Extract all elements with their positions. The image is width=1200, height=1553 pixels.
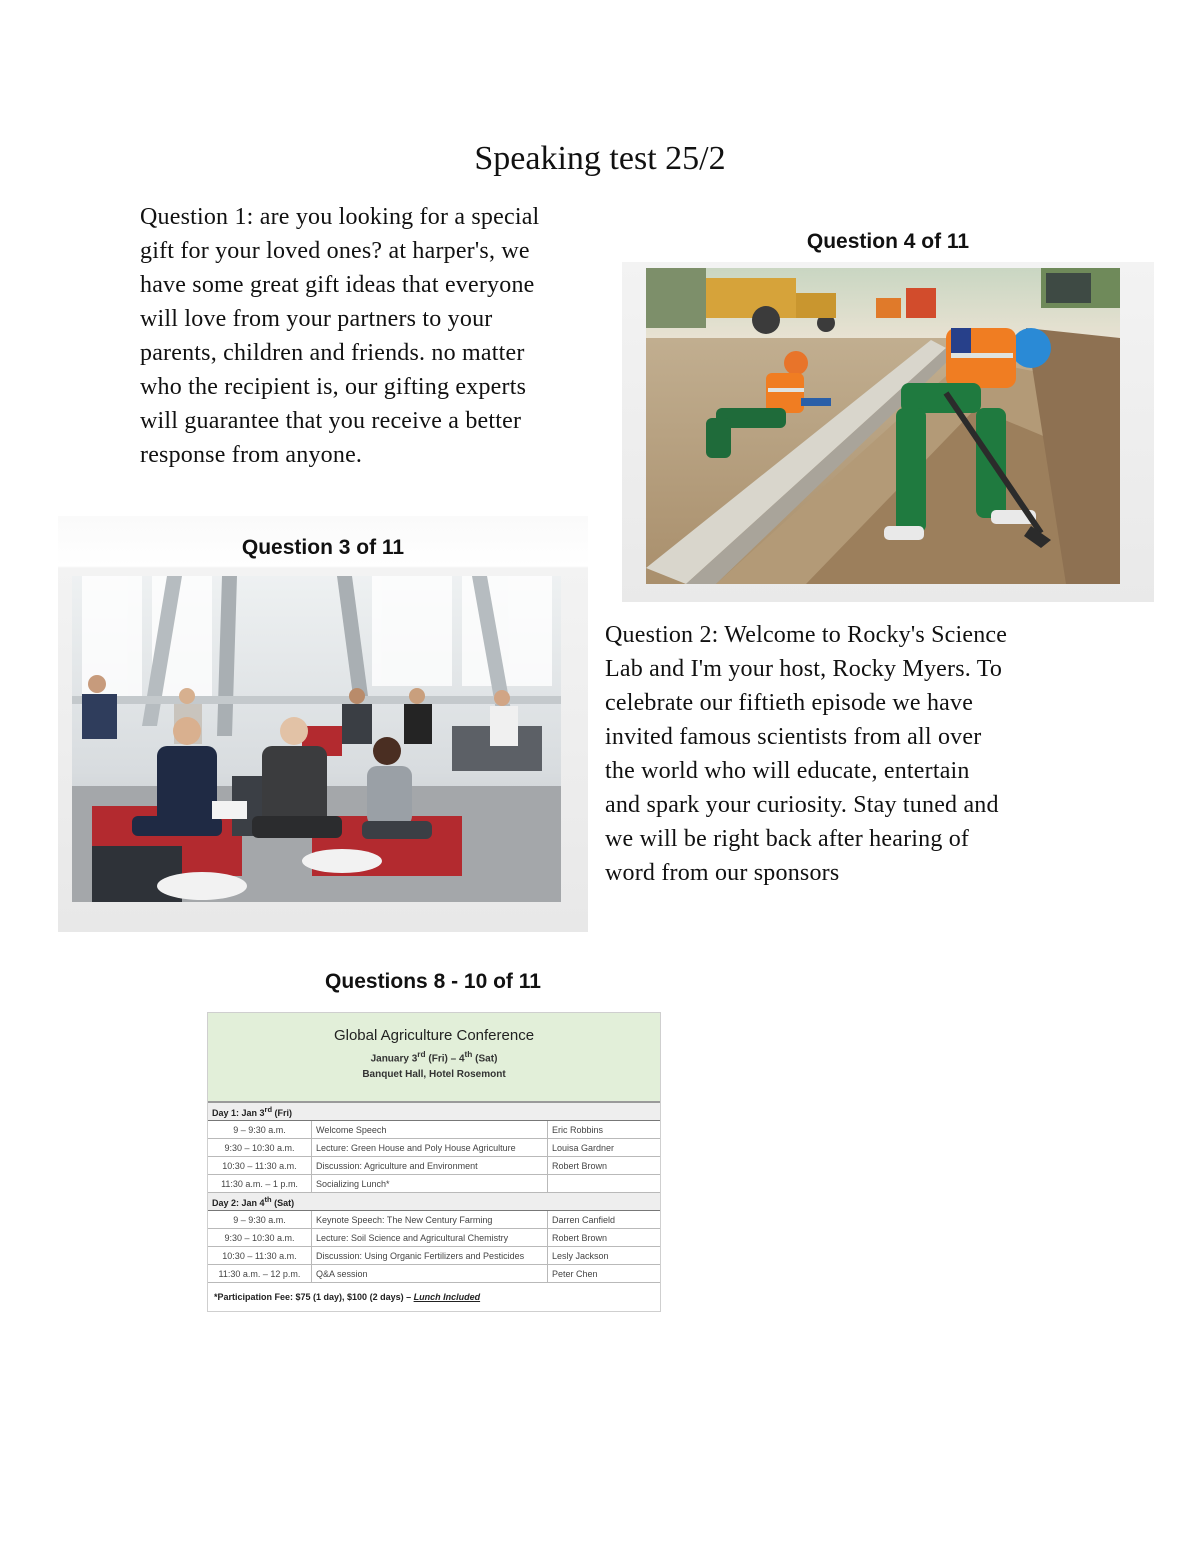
question-4-card bbox=[622, 222, 1154, 602]
question-4-label: Question 4 of 11 bbox=[806, 230, 970, 253]
question-3-card bbox=[58, 516, 588, 932]
day-1-header: Day 1: Jan 3rd (Fri) bbox=[208, 1103, 660, 1121]
table-row: 9:30 – 10:30 a.m. Lecture: Soil Science and Agricultural Chemistry Robert Brown bbox=[208, 1229, 660, 1247]
day-2-header: Day 2: Jan 4th (Sat) bbox=[208, 1193, 660, 1211]
table-row: 10:30 – 11:30 a.m. Discussion: Using Organic Fertilizers and Pesticides Lesly Jackson bbox=[208, 1247, 660, 1265]
participation-fee-note: *Participation Fee: $75 (1 day), $100 (2 days) – Lunch Included bbox=[214, 1292, 481, 1302]
schedule-venue: Banquet Hall, Hotel Rosemont bbox=[362, 1069, 506, 1081]
question-2-text: Question 2: Welcome to Rocky's Science Lab and I'm your host, Rocky Myers. To celebrate our fiftieth episode we have invited famous scientists from all over the world who will educate, entertain and spark your curiosity. Stay tuned and we will be right back after hearing of word from our sponsors bbox=[605, 622, 1008, 886]
question-3-label: Question 3 of 11 bbox=[241, 536, 405, 559]
schedule-header bbox=[208, 1013, 660, 1103]
questions-8-10-label: Questions 8 - 10 of 11 bbox=[325, 970, 541, 993]
schedule-table bbox=[208, 1103, 660, 1283]
schedule-title: Global Agriculture Conference bbox=[333, 1027, 535, 1044]
table-row: 9 – 9:30 a.m. Keynote Speech: The New Century Farming Darren Canfield bbox=[208, 1211, 660, 1229]
table-row: 11:30 a.m. – 12 p.m. Q&A session Peter Chen bbox=[208, 1265, 660, 1283]
table-row: 10:30 – 11:30 a.m. Discussion: Agriculture and Environment Robert Brown bbox=[208, 1157, 660, 1175]
question-1-text: Question 1: are you looking for a special gift for your loved ones? at harper's, we have some great gift ideas that everyone will love from your partners to your parents, children and friends. no matter who the recipient is, our gifting experts will guarantee that you receive a better response from anyone. bbox=[140, 204, 540, 468]
construction-workers-photo bbox=[646, 268, 1120, 584]
conference-schedule bbox=[207, 1012, 661, 1312]
table-row: 11:30 a.m. – 1 p.m. Socializing Lunch* bbox=[208, 1175, 660, 1193]
table-row: 9:30 – 10:30 a.m. Lecture: Green House and Poly House Agriculture Louisa Gardner bbox=[208, 1139, 660, 1157]
page-title: Speaking test 25/2 bbox=[474, 140, 726, 177]
office-lobby-people-photo bbox=[72, 576, 561, 902]
questions-8-10-card bbox=[205, 968, 661, 1313]
table-row: 9 – 9:30 a.m. Welcome Speech Eric Robbins bbox=[208, 1121, 660, 1139]
schedule-dates: January 3rd (Fri) – 4th (Sat) bbox=[370, 1049, 498, 1065]
